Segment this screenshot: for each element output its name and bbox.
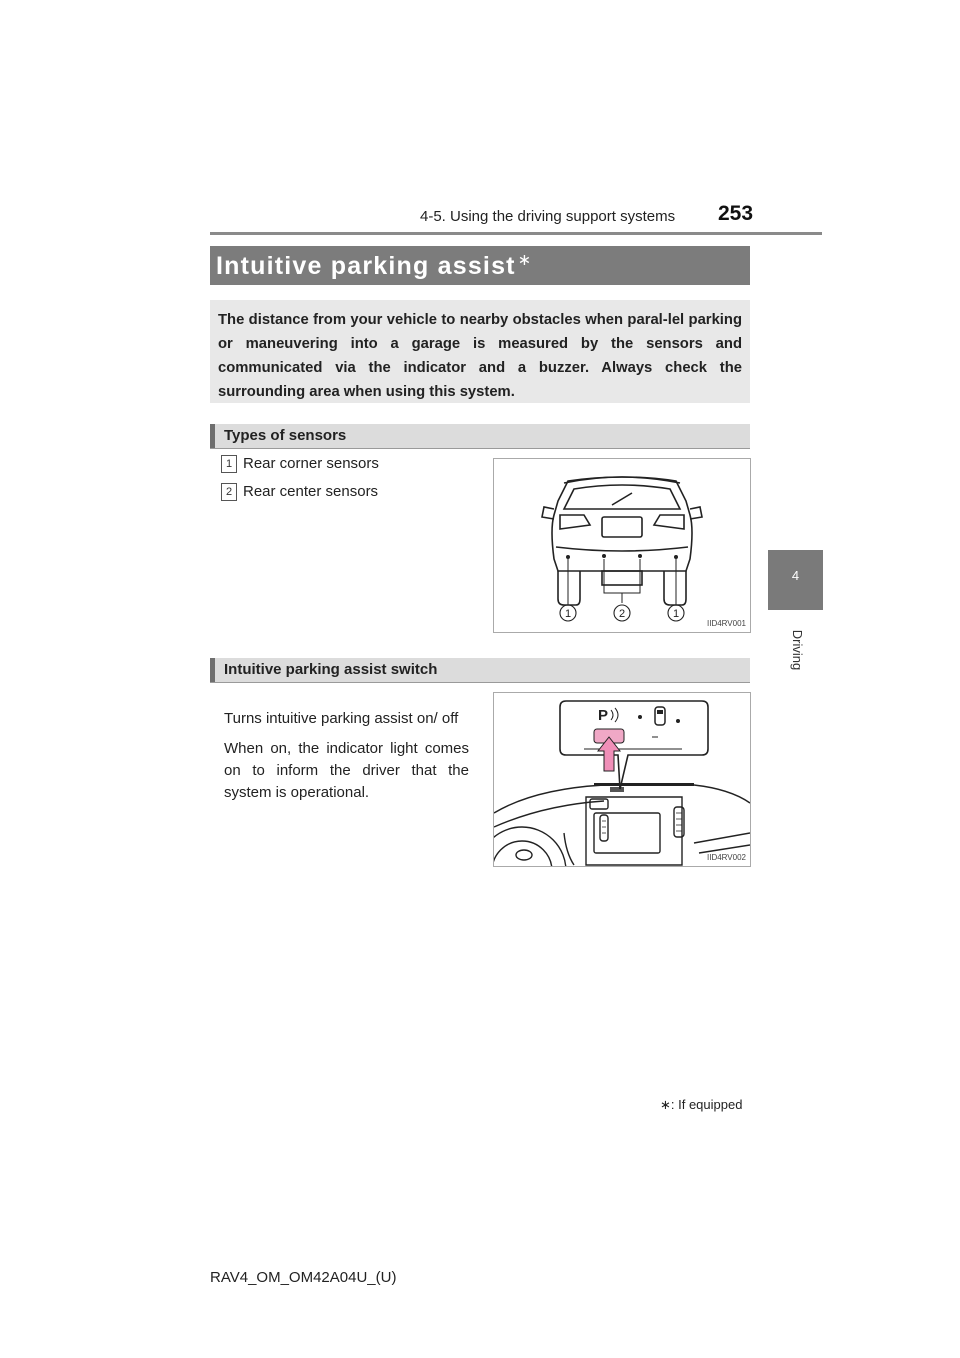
list-item-rear-center-sensors: Rear center sensors bbox=[243, 483, 379, 500]
sensor-point bbox=[566, 555, 570, 559]
header-divider bbox=[210, 232, 822, 235]
subheading-accent bbox=[210, 658, 215, 682]
figure-vehicle-rear bbox=[493, 458, 751, 633]
sensor-point bbox=[638, 554, 642, 558]
figure-switch bbox=[493, 692, 751, 867]
list-number-2: 2 bbox=[221, 483, 237, 501]
switch-paragraph-1: Turns intuitive parking assist on/ off bbox=[224, 710, 459, 727]
asterisk-mark: ∗ bbox=[517, 252, 533, 269]
subheading-text: Intuitive parking assist switch bbox=[224, 661, 438, 678]
dashboard-illustration bbox=[494, 693, 750, 866]
page-heading-text: Intuitive parking assist bbox=[216, 252, 516, 280]
callout-1-left: 1 bbox=[564, 608, 572, 620]
sensor-point bbox=[602, 554, 606, 558]
callout-1-right: 1 bbox=[672, 608, 680, 620]
sensor-point bbox=[674, 555, 678, 559]
subheading-switch bbox=[210, 658, 750, 683]
parking-p-symbol: P bbox=[598, 707, 609, 724]
figure-code: IID4RV002 bbox=[707, 853, 746, 862]
footnote: ∗: If equipped bbox=[660, 1097, 743, 1112]
vehicle-rear-illustration bbox=[494, 459, 750, 632]
footer-code: RAV4_OM_OM42A04U_(U) bbox=[210, 1269, 397, 1286]
list-number-1: 1 bbox=[221, 455, 237, 473]
subheading-types-of-sensors bbox=[210, 424, 750, 449]
page-heading bbox=[216, 250, 532, 281]
switch-paragraph-2: When on, the indicator light comes on to inform the driver that the system is operational. bbox=[224, 740, 469, 801]
section-title: 4-5. Using the driving support systems bbox=[420, 208, 676, 225]
switch-description bbox=[224, 708, 469, 812]
figure-code: IID4RV001 bbox=[707, 619, 746, 628]
subheading-accent bbox=[210, 424, 215, 448]
chapter-tab-label: Driving bbox=[790, 629, 805, 671]
subheading-text: Types of sensors bbox=[224, 427, 347, 444]
intro-text: The distance from your vehicle to nearby obstacles when paral-lel parking or maneuvering into a garage is measured by the sensors and communicated via the indicator and a buzzer. Always check the surrounding area when using this system. bbox=[218, 312, 742, 400]
chapter-tab-number: 4 bbox=[791, 568, 800, 583]
page-number: 253 bbox=[718, 202, 754, 225]
list-item-rear-corner-sensors: Rear corner sensors bbox=[243, 455, 379, 472]
callout-2: 2 bbox=[618, 608, 626, 620]
